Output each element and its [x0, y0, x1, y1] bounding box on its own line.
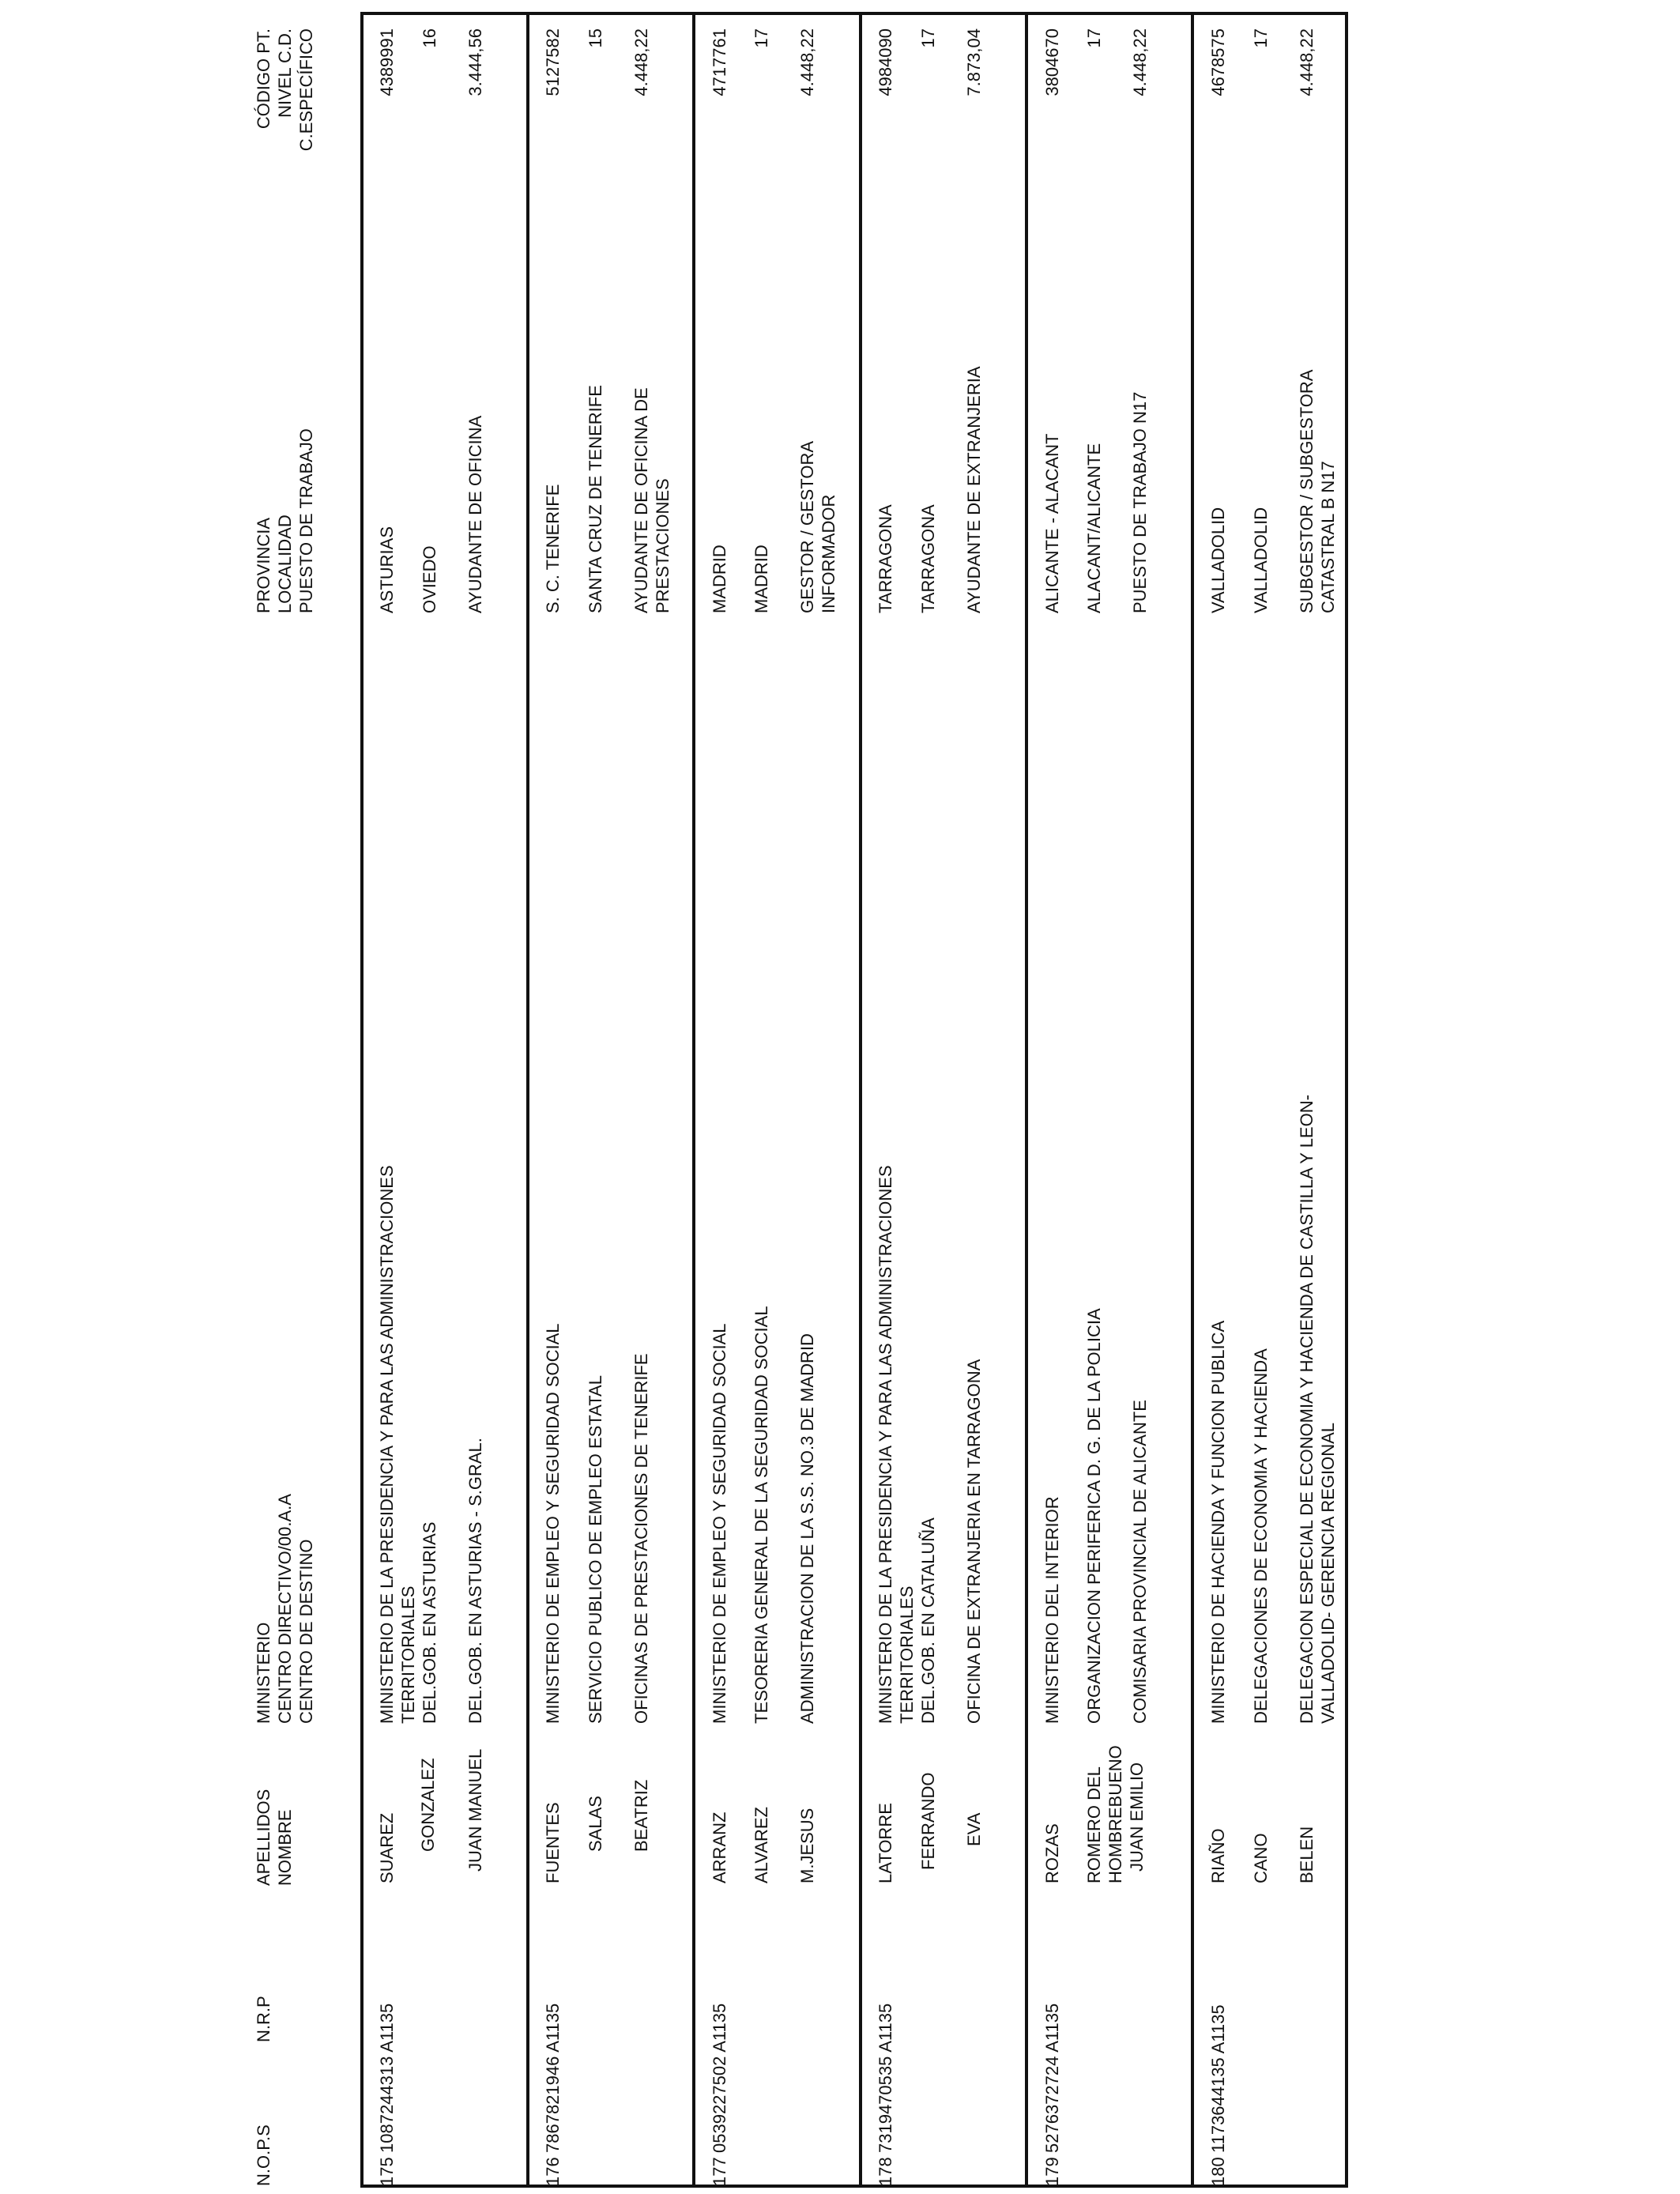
provincia: ASTURIAS — [377, 526, 397, 613]
centro-destino: OFICINA DE EXTRANJERIA EN TARRAGONA — [964, 1359, 984, 1724]
c-especifico: 4.448,22 — [1297, 28, 1317, 96]
puesto: PUESTO DE TRABAJO N17 — [1130, 391, 1150, 613]
header-ministerio: MINISTERIO — [254, 1622, 273, 1724]
nivel-cd: 17 — [1251, 28, 1271, 48]
c-especifico: 4.448,22 — [631, 28, 651, 96]
ministerio: MINISTERIO DE EMPLEO Y SEGURIDAD SOCIAL — [543, 1323, 563, 1724]
c-especifico: 3.444,56 — [465, 28, 485, 96]
codigo-pt: 4389991 — [377, 28, 397, 96]
localidad: VALLADOLID — [1251, 507, 1271, 613]
centro-directivo: DEL.GOB. EN CATALUÑA — [918, 1517, 938, 1724]
codigo-pt: 4984090 — [876, 28, 895, 96]
apellido1: SUAREZ — [377, 1812, 397, 1883]
header-localidad: LOCALIDAD — [275, 515, 295, 613]
nivel-cd: 16 — [420, 28, 439, 48]
nivel-cd: 17 — [751, 28, 771, 48]
centro-directivo: ORGANIZACION PERIFERICA D. G. DE LA POLICIA — [1084, 1308, 1104, 1724]
row-divider — [1191, 12, 1194, 2188]
nrp-number: 1173644135 A1135 — [1208, 2004, 1228, 2153]
codigo-pt: 3804670 — [1042, 28, 1062, 96]
nops-number: 177 — [710, 2157, 729, 2186]
nombre: M.JESUS — [797, 1808, 817, 1883]
codigo-pt: 4678575 — [1208, 28, 1228, 96]
centro-directivo: SERVICIO PUBLICO DE EMPLEO ESTATAL — [586, 1375, 605, 1724]
nrp-number: 5276372724 A1135 — [1042, 2003, 1062, 2153]
centro-destino: OFICINAS DE PRESTACIONES DE TENERIFE — [631, 1353, 651, 1724]
nivel-cd: 17 — [1084, 28, 1104, 48]
nombre: JUAN EMILIO — [1127, 1762, 1147, 1872]
apellido2: ALVAREZ — [751, 1807, 771, 1883]
header-apellidos: APELLIDOS — [254, 1789, 273, 1886]
provincia: TARRAGONA — [876, 504, 895, 613]
header-nombre: NOMBRE — [275, 1809, 295, 1886]
row-divider — [859, 12, 862, 2188]
puesto: AYUDANTE DE EXTRANJERIA — [964, 366, 984, 613]
apellido2: SALAS — [586, 1796, 605, 1852]
nivel-cd: 15 — [586, 28, 605, 48]
ministerio: MINISTERIO DE HACIENDA Y FUNCION PUBLICA — [1208, 1320, 1228, 1724]
c-especifico: 4.448,22 — [797, 28, 817, 96]
nrp-number: 0539227502 A1135 — [710, 2003, 729, 2153]
localidad: SANTA CRUZ DE TENERIFE — [586, 385, 605, 613]
apellido1: LATORRE — [876, 1803, 895, 1883]
localidad: TARRAGONA — [918, 504, 938, 613]
header-centro-destino: CENTRO DE DESTINO — [296, 1539, 316, 1724]
apellido2: CANO — [1251, 1833, 1271, 1883]
nops-number: 178 — [876, 2157, 895, 2186]
provincia: MADRID — [710, 545, 729, 613]
centro-directivo: DELEGACIONES DE ECONOMIA Y HACIENDA — [1251, 1348, 1271, 1724]
localidad: MADRID — [751, 545, 771, 613]
nombre: BELEN — [1297, 1826, 1317, 1883]
centro-destino: DEL.GOB. EN ASTURIAS - S.GRAL. — [465, 1438, 485, 1724]
c-especifico: 7.873,04 — [964, 28, 984, 96]
codigo-pt: 5127582 — [543, 28, 563, 96]
nops-number: 179 — [1042, 2157, 1062, 2186]
nrp-number: 7319470535 A1135 — [876, 2003, 895, 2153]
nivel-cd: 17 — [918, 28, 938, 48]
nrp-number: 7867821946 A1135 — [543, 2003, 563, 2153]
centro-directivo: DEL.GOB. EN ASTURIAS — [420, 1521, 439, 1724]
ministerio: MINISTERIO DE EMPLEO Y SEGURIDAD SOCIAL — [710, 1323, 729, 1724]
row-divider — [692, 12, 695, 2188]
apellido1: RIAÑO — [1208, 1828, 1228, 1883]
apellido2: GONZALEZ — [418, 1758, 438, 1852]
ministerio: MINISTERIO DEL INTERIOR — [1042, 1496, 1062, 1724]
header-nivel: NIVEL C.D. — [275, 28, 295, 118]
localidad: OVIEDO — [420, 545, 439, 613]
header-nrp: N.R.P — [254, 1996, 273, 2042]
centro-destino: DELEGACION ESPECIAL DE ECONOMIA Y HACIENDA DE CASTILLA Y LEON-VALLADOLID- GERENCIA REGIONAL — [1297, 1095, 1338, 1724]
nombre: EVA — [964, 1812, 984, 1846]
table-frame — [360, 12, 1348, 2188]
puesto: AYUDANTE DE OFICINA DE PRESTACIONES — [631, 387, 672, 613]
puesto: SUBGESTOR / SUBGESTORA CATASTRAL B N17 — [1297, 370, 1338, 613]
row-divider — [526, 12, 529, 2188]
header-centro-directivo: CENTRO DIRECTIVO/00.A.A — [275, 1494, 295, 1724]
centro-destino: ADMINISTRACION DE LA S.S. NO.3 DE MADRID — [797, 1333, 817, 1724]
nombre: BEATRIZ — [631, 1779, 651, 1852]
nops-number: 175 — [377, 2157, 397, 2186]
centro-destino: COMISARIA PROVINCIAL DE ALICANTE — [1130, 1400, 1150, 1724]
nombre: JUAN MANUEL — [465, 1748, 485, 1872]
row-divider — [1025, 12, 1028, 2188]
centro-directivo: TESORERIA GENERAL DE LA SEGURIDAD SOCIAL — [751, 1306, 771, 1724]
apellido1: ARRANZ — [710, 1811, 729, 1883]
puesto: GESTOR / GESTORA INFORMADOR — [797, 442, 838, 613]
localidad: ALACANT/ALICANTE — [1084, 443, 1104, 613]
apellido2: FERRANDO — [918, 1772, 938, 1870]
nops-number: 176 — [543, 2157, 563, 2186]
apellido2: ROMERO DEL HOMBREBUENO — [1084, 1745, 1125, 1883]
header-especifico: C.ESPECÍFICO — [296, 28, 316, 152]
header-provincia: PROVINCIA — [254, 517, 273, 613]
provincia: S. C. TENERIFE — [543, 484, 563, 613]
header-nops: N.O.P.S — [254, 2124, 273, 2186]
nops-number: 180 — [1208, 2157, 1228, 2186]
apellido1: FUENTES — [543, 1802, 563, 1883]
header-puesto: PUESTO DE TRABAJO — [296, 428, 316, 613]
header-codigo: CÓDIGO PT. — [254, 28, 273, 130]
codigo-pt: 4717761 — [710, 28, 729, 96]
provincia: ALICANTE - ALACANT — [1042, 433, 1062, 613]
apellido1: ROZAS — [1042, 1823, 1062, 1883]
c-especifico: 4.448,22 — [1130, 28, 1150, 96]
nrp-number: 1087244313 A1135 — [377, 2003, 397, 2153]
ministerio: MINISTERIO DE LA PRESIDENCIA Y PARA LAS ADMINISTRACIONES TERRITORIALES — [876, 1165, 917, 1724]
provincia: VALLADOLID — [1208, 507, 1228, 613]
ministerio: MINISTERIO DE LA PRESIDENCIA Y PARA LAS ADMINISTRACIONES TERRITORIALES — [377, 1165, 418, 1724]
puesto: AYUDANTE DE OFICINA — [465, 415, 485, 613]
